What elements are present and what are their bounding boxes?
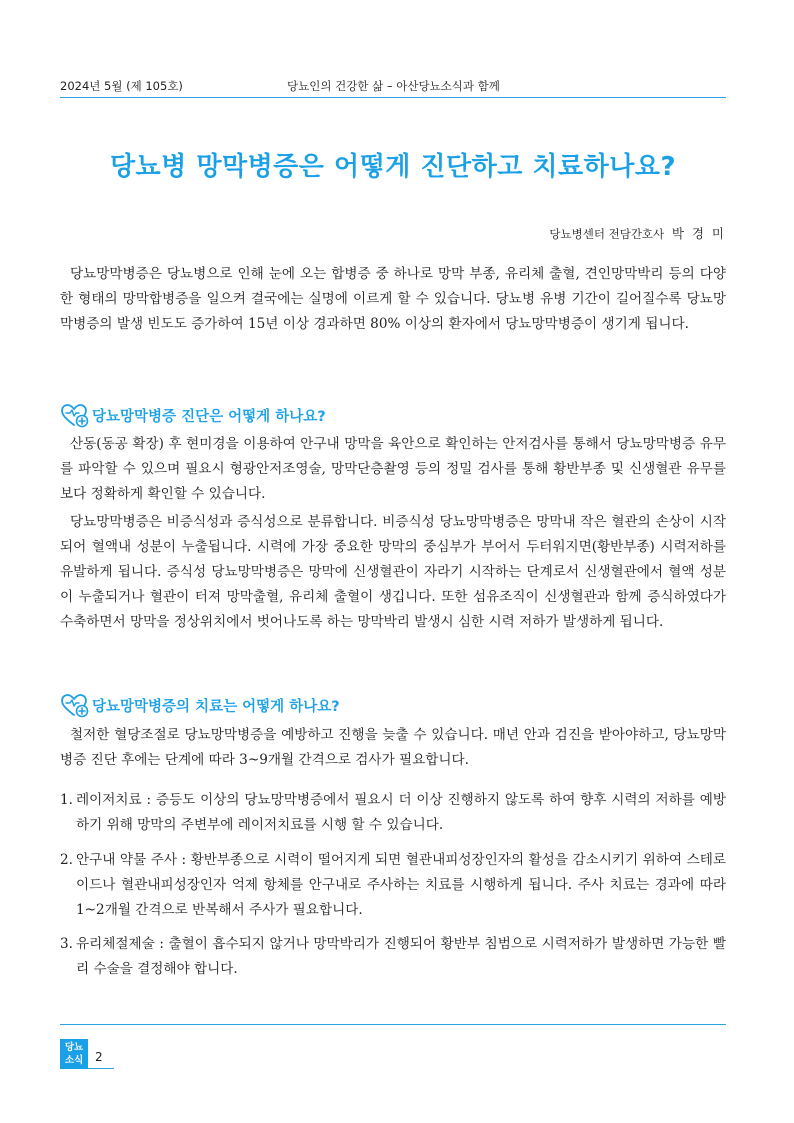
treatment-paragraph: 철저한 혈당조절로 당뇨망막병증을 예방하고 진행을 늦출 수 있습니다. 매년 안과 검진을 받아야하고, 당뇨망막병증 진단 후에는 단계에 따라 3~9개월 간격으로 검사가 필요합니다.: [60, 727, 726, 768]
section-heading-label: 당뇨망막병증 진단은 어떻게 하나요?: [92, 409, 326, 425]
masthead: 당뇨인의 건강한 삶 – 아산당뇨소식과 함께: [287, 79, 500, 93]
article-title: 당뇨병 망막병증은 어떻게 진단하고 치료하나요?: [109, 152, 677, 182]
intro-paragraph: 당뇨망막병증은 당뇨병으로 인해 눈에 오는 합병증 중 하나로 망막 부종, 유리체 출혈, 견인망막박리 등의 다양한 형태의 망막합병증을 일으켜 결국에는 실명에 이르게 할 수 있습니다. 당뇨병 유병 기간이 길어질수록 당뇨망막병증의 발생 빈도도 증가하여 15년 이상 경과하면 80% 이상의 환자에서 당뇨망막병증이 생기게 됩니다.: [60, 266, 726, 332]
list-number: 1.: [60, 792, 73, 808]
header-divider: [60, 97, 726, 98]
issue-date: 2024년 5월 (제 105호): [60, 79, 183, 93]
list-item: [60, 932, 726, 982]
page-number-underline: [88, 1068, 114, 1069]
list-text: 레이저치료 : 증등도 이상의 당뇨망막병증에서 필요시 더 이상 진행하지 않도록 하여 향후 시력의 저하를 예방하기 위해 망막의 주변부에 레이저치료를 시행 할 수 있습니다.: [76, 792, 726, 833]
author-name: 박 경 미: [671, 226, 726, 241]
list-number: 3.: [60, 936, 73, 952]
list-item: [60, 788, 726, 838]
badge-line: 당뇨: [64, 1042, 84, 1053]
classification-paragraph: 당뇨망막병증은 비증식성과 증식성으로 분류합니다. 비증식성 당뇨망막병증은 망막내 작은 혈관의 손상이 시작되어 혈액내 성분이 누출됩니다. 시력에 가장 중요한 망막의 중심부가 부어서 두터워지면(황반부종) 시력저하를 유발하게 됩니다. 증식성 당뇨망막병증은 망막에 신생혈관이 자라기 시작하는 단계로서 신생혈관에서 혈액 성분이 누출되거나 혈관이 터져 망막출혈, 유리체 출혈이 생깁니다. 또한 섬유조직이 신생혈관과 함께 증식하였다가 수축하면서 망막을 정상위치에서 벗어나도록 하는 망막박리 발생시 심한 시력 저하가 발생하게 됩니다.: [60, 514, 726, 630]
list-number: 2.: [60, 852, 73, 868]
list-text: 유리체절제술 : 출혈이 흡수되지 않거나 망막박리가 진행되어 황반부 침범으로 시력저하가 발생하면 가능한 빨리 수술을 결정해야 합니다.: [76, 936, 726, 977]
page-number: 2: [95, 1050, 103, 1064]
publication-badge: [60, 1039, 88, 1069]
section-heading-label: 당뇨망막병증의 치료는 어떻게 하나요?: [92, 699, 340, 715]
list-item: [60, 848, 726, 923]
heart-plus-icon: [60, 693, 90, 719]
author-affiliation: 당뇨병센터 전담간호사: [549, 227, 665, 241]
list-text: 안구내 약물 주사 : 황반부종으로 시력이 떨어지게 되면 혈관내피성장인자의 활성을 감소시키기 위하여 스테로이드나 혈관내피성장인자 억제 항체를 안구내로 주사하는 치료를 시행하게 됩니다. 주사 치료는 경과에 따라 1~2개월 간격으로 반복해서 주사가 필요합니다.: [76, 852, 726, 918]
diagnosis-paragraph: 산동(동공 확장) 후 현미경을 이용하여 안구내 망막을 육안으로 확인하는 안저검사를 통해서 당뇨망막병증 유무를 파악할 수 있으며 필요시 형광안저조영술, 망막단층촬영 등의 정밀 검사를 통해 황반부종 및 신생혈관 유무를 보다 정확하게 확인할 수 있습니다.: [60, 436, 726, 502]
heart-plus-icon: [60, 403, 90, 429]
footer-divider: [60, 1024, 726, 1025]
badge-line: 소식: [64, 1055, 84, 1066]
byline: [549, 224, 726, 242]
page-header: [60, 78, 726, 98]
